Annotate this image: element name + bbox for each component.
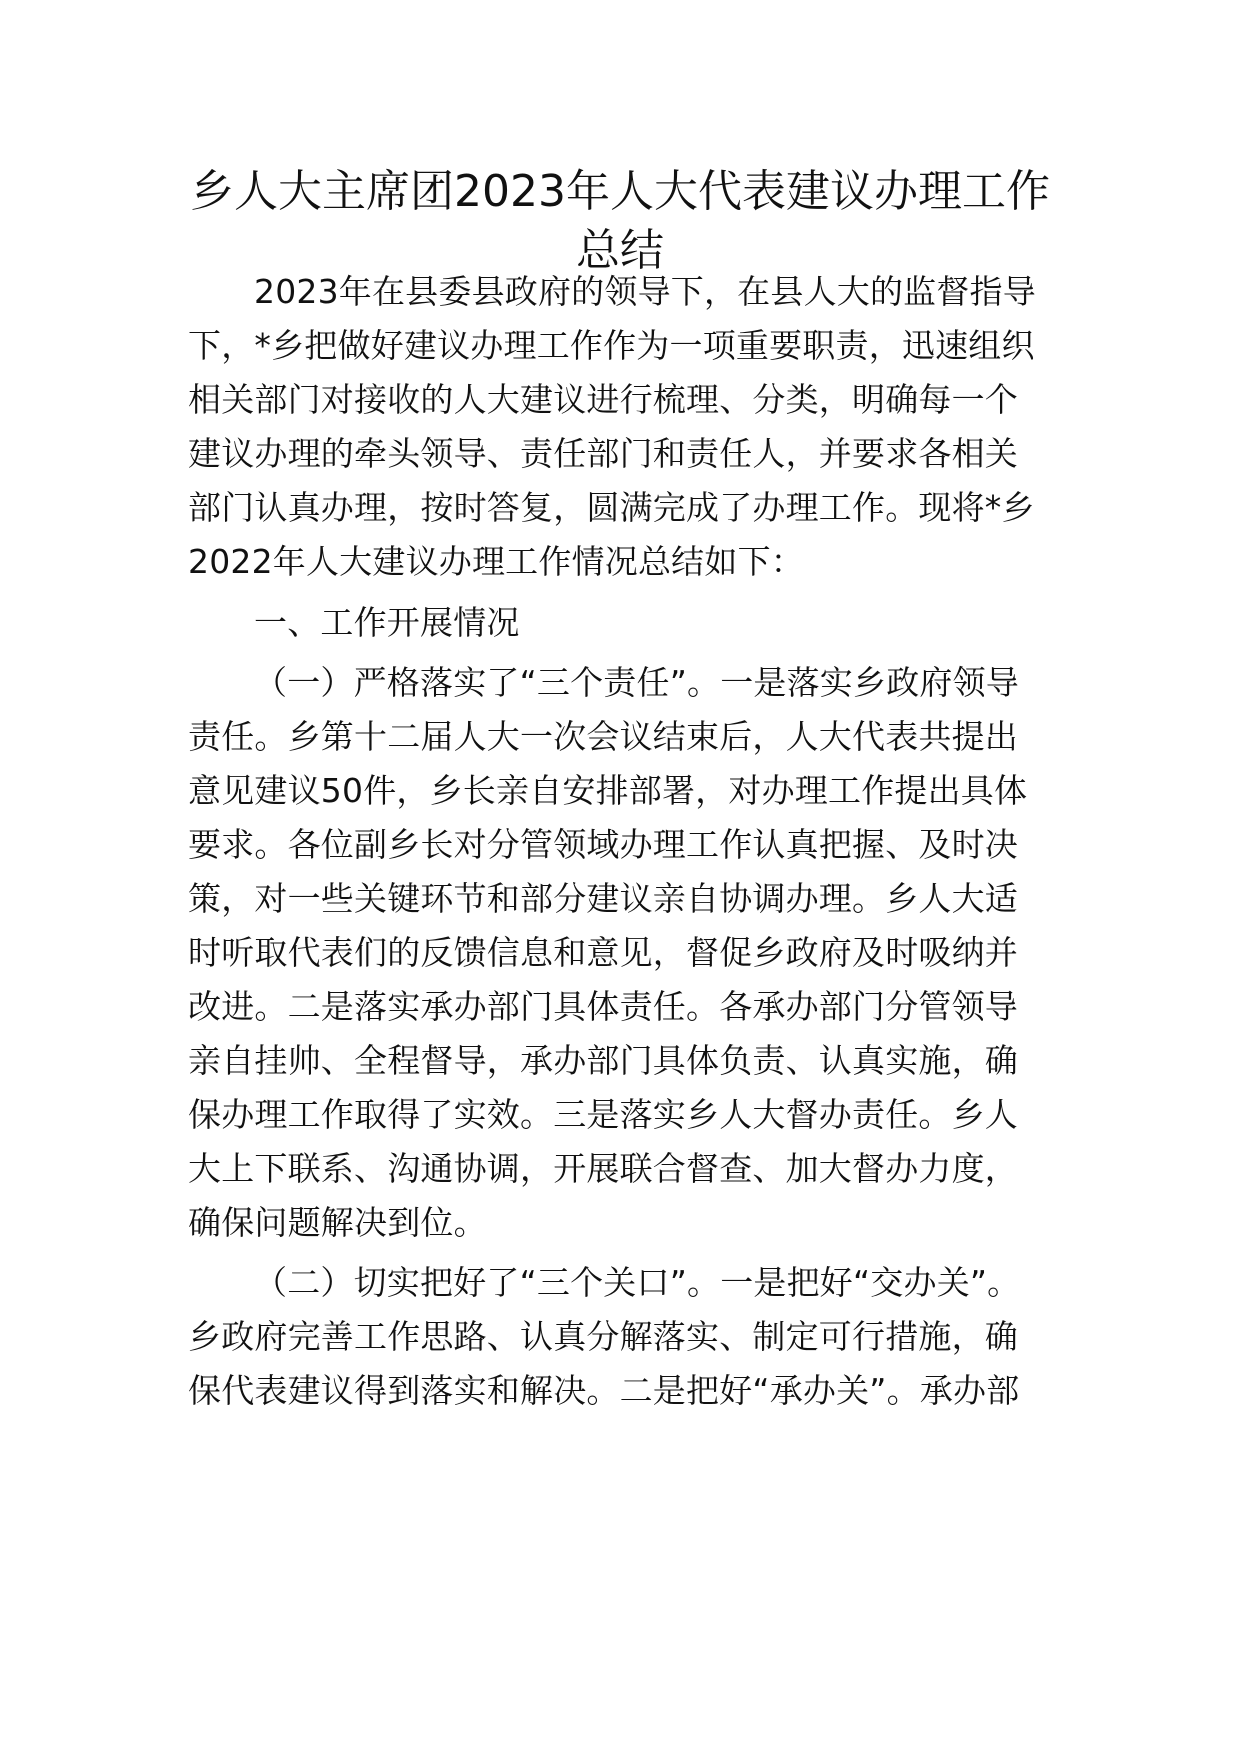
paragraph-line: 建议办理的牵头领导、责任部门和责任人，并要求各相关 <box>188 434 1018 473</box>
paragraph-line: 亲自挂帅、全程督导，承办部门具体负责、认真实施，确 <box>188 1041 1018 1080</box>
document-title-line-2: 总结 <box>576 225 664 276</box>
paragraph-line: 保代表建议得到落实和解决。二是把好“承办关”。承办部 <box>188 1371 1020 1410</box>
paragraph-line: （一）严格落实了“三个责任”。一是落实乡政府领导 <box>254 663 1019 702</box>
paragraph-line: 要求。各位副乡长对分管领域办理工作认真把握、及时决 <box>188 825 1018 864</box>
paragraph-line: 责任。乡第十二届人大一次会议结束后，人大代表共提出 <box>188 717 1018 756</box>
paragraph-line: 2023年在县委县政府的领导下，在县人大的监督指导 <box>254 272 1036 311</box>
paragraph-line: 乡政府完善工作思路、认真分解落实、制定可行措施，确 <box>188 1317 1018 1356</box>
paragraph-line: 部门认真办理，按时答复，圆满完成了办理工作。现将*乡 <box>188 488 1035 527</box>
paragraph-line: 策，对一些关键环节和部分建议亲自协调办理。乡人大适 <box>188 879 1018 918</box>
paragraph-line: 下，*乡把做好建议办理工作作为一项重要职责，迅速组织 <box>188 326 1035 365</box>
paragraph-line: 大上下联系、沟通协调，开展联合督查、加大督办力度， <box>188 1149 1018 1188</box>
paragraph-line: 相关部门对接收的人大建议进行梳理、分类，明确每一个 <box>188 380 1018 419</box>
document-title-line-1: 乡人大主席团2023年人大代表建议办理工作 <box>190 166 1050 217</box>
paragraph-line: 2022年人大建议办理工作情况总结如下： <box>188 542 804 581</box>
paragraph-line: 确保问题解决到位。 <box>188 1203 487 1242</box>
paragraph-line: 保办理工作取得了实效。三是落实乡人大督办责任。乡人 <box>188 1095 1018 1134</box>
paragraph-line: （二）切实把好了“三个关口”。一是把好“交办关”。 <box>254 1263 1021 1302</box>
section-heading: 一、工作开展情况 <box>254 603 520 642</box>
paragraph-line: 改进。二是落实承办部门具体责任。各承办部门分管领导 <box>188 987 1018 1026</box>
paragraph-line: 时听取代表们的反馈信息和意见，督促乡政府及时吸纳并 <box>188 933 1018 972</box>
paragraph-line: 意见建议50件，乡长亲自安排部署，对办理工作提出具体 <box>188 771 1028 810</box>
